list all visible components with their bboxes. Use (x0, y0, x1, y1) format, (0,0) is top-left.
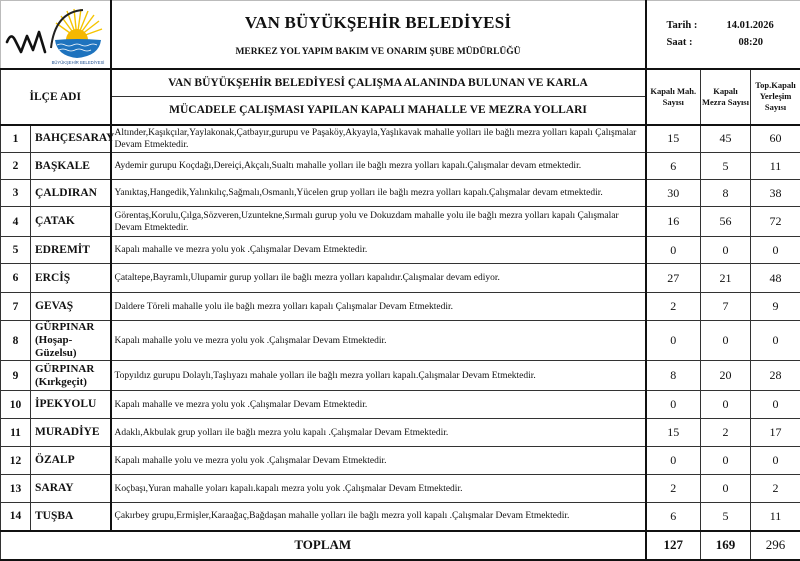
closed-roads-description: Topyıldız gurupu Dolaylı,Taşlıyazı mahale yolları ile bağlı mezra yolları kapalı.Çalışmalar Devam Etmektedir. (111, 361, 646, 391)
total-closed-count: 72 (751, 207, 800, 237)
district-name: ÇALDIRAN (31, 180, 111, 207)
closed-mezra-count: 0 (701, 447, 751, 475)
table-row (1, 207, 800, 237)
total-mezra-count: 169 (701, 531, 751, 560)
row-number: 2 (1, 153, 31, 180)
total-closed-count: 0 (751, 321, 800, 361)
col-header-mahalle: Kapalı Mah. Sayısı (646, 69, 701, 125)
closed-mezra-count: 8 (701, 180, 751, 207)
closed-mahalle-count: 6 (646, 153, 701, 180)
row-number: 5 (1, 237, 31, 264)
table-row (1, 361, 800, 391)
closed-mezra-count: 56 (701, 207, 751, 237)
table-row (1, 153, 800, 180)
row-number: 8 (1, 321, 31, 361)
table-row (1, 475, 800, 503)
district-name: ERCİŞ (31, 264, 111, 293)
closed-mezra-count: 0 (701, 237, 751, 264)
total-row (1, 531, 800, 560)
closed-mahalle-count: 0 (646, 447, 701, 475)
district-name: SARAY (31, 475, 111, 503)
district-name: TUŞBA (31, 503, 111, 531)
table-row (1, 321, 800, 361)
closed-mahalle-count: 15 (646, 125, 701, 153)
closed-mahalle-count: 0 (646, 321, 701, 361)
row-number: 10 (1, 391, 31, 419)
closed-mahalle-count: 2 (646, 293, 701, 321)
van-municipality-logo-icon (1, 2, 109, 66)
closed-roads-description: Daldere Töreli mahalle yolu ile bağlı mezra yolları kapalı Çalışmalar Devam Etmektedir. (111, 293, 646, 321)
closed-roads-description: Çakırbey grupu,Ermişler,Karaağaç,Bağdaşan mahalle yolları ile bağlı mezra yoll kapalı .Çalışmalar Devam Etmektedir. (111, 503, 646, 531)
closed-mezra-count: 5 (701, 503, 751, 531)
total-closed-count: 11 (751, 503, 800, 531)
closed-roads-description: Kapalı mahalle ve mezra yolu yok .Çalışmalar Devam Etmektedir. (111, 237, 646, 264)
total-closed-count: 60 (751, 125, 800, 153)
closed-mezra-count: 45 (701, 125, 751, 153)
logo-ring-text: BÜYÜKŞEHİR BELEDİYESİ (52, 60, 105, 65)
closed-mezra-count: 7 (701, 293, 751, 321)
table-row (1, 391, 800, 419)
table-row (1, 447, 800, 475)
district-name: BAŞKALE (31, 153, 111, 180)
time-label: Saat : (667, 37, 739, 48)
closed-mezra-count: 20 (701, 361, 751, 391)
closed-mezra-count: 0 (701, 475, 751, 503)
closed-mahalle-count: 30 (646, 180, 701, 207)
closed-mahalle-count: 6 (646, 503, 701, 531)
closed-mahalle-count: 15 (646, 419, 701, 447)
total-mahalle-count: 127 (646, 531, 701, 560)
closed-roads-description: Altınder,Kaşıkçılar,Yaylakonak,Çatbayır,gurupu ve Paşaköy,Akyayla,Yaşlıkavak mahalle yolları ile bağlı mezra yolları kapalı Çalışmalar Devam Etmektedir. (111, 125, 646, 153)
total-closed-count: 9 (751, 293, 800, 321)
closed-mezra-count: 0 (701, 391, 751, 419)
col-header-total: Top.Kapalı Yerleşim Sayısı (751, 69, 800, 125)
col-header-mezra: Kapalı Mezra Sayısı (701, 69, 751, 125)
table-row (1, 503, 800, 531)
grand-total-count: 296 (751, 531, 800, 560)
total-closed-count: 2 (751, 475, 800, 503)
closed-mahalle-count: 0 (646, 237, 701, 264)
table-row (1, 264, 800, 293)
district-header: İLÇE ADI (1, 69, 111, 125)
title-block (111, 1, 646, 69)
closed-mahalle-count: 16 (646, 207, 701, 237)
total-closed-count: 11 (751, 153, 800, 180)
date-time-block (646, 1, 800, 69)
table-row (1, 419, 800, 447)
row-number: 14 (1, 503, 31, 531)
title-row (1, 1, 800, 69)
total-closed-count: 0 (751, 237, 800, 264)
description-header-line2: MÜCADELE ÇALIŞMASI YAPILAN KAPALI MAHALLE VE MEZRA YOLLARI (111, 97, 646, 125)
time-value: 08:20 (739, 37, 764, 48)
closed-mezra-count: 2 (701, 419, 751, 447)
closed-roads-description: Koçbaşı,Yuran mahalle yoları kapalı.kapalı mezra yolu yok .Çalışmalar Devam Etmektedir. (111, 475, 646, 503)
logo-cell (1, 1, 111, 69)
row-number: 7 (1, 293, 31, 321)
row-number: 11 (1, 419, 31, 447)
table-row (1, 293, 800, 321)
row-number: 12 (1, 447, 31, 475)
closed-roads-description: Çataltepe,Bayramlı,Ulupamir gurup yolları ile bağlı mezra yolları kapalıdır.Çalışmalar devam ediyor. (111, 264, 646, 293)
closed-roads-description: Aydemir gurupu Koçdağı,Dereiçi,Akçalı,Sualtı mahalle yolları ile bağlı mezra yolları kapalı.Çalışmalar devam etmektedir. (111, 153, 646, 180)
total-closed-count: 17 (751, 419, 800, 447)
total-closed-count: 0 (751, 447, 800, 475)
closed-roads-description: Kapalı mahalle ve mezra yolu yok .Çalışmalar Devam Etmektedir. (111, 391, 646, 419)
total-closed-count: 38 (751, 180, 800, 207)
district-name: EDREMİT (31, 237, 111, 264)
department-name: MERKEZ YOL YAPIM BAKIM VE ONARIM ŞUBE MÜDÜRLÜĞÜ (112, 47, 645, 57)
date-value: 14.01.2026 (727, 20, 774, 31)
district-name: GÜRPINAR (Kırkgeçit) (31, 361, 111, 391)
closed-roads-description: Kapalı mahalle yolu ve mezra yolu yok .Çalışmalar Devam Etmektedir. (111, 321, 646, 361)
closed-mezra-count: 5 (701, 153, 751, 180)
table-row (1, 180, 800, 207)
district-name: ÇATAK (31, 207, 111, 237)
closed-roads-description: Adaklı,Akbulak grup yolları ile bağlı mezra yolu kapalı .Çalışmalar Devam Etmektedir. (111, 419, 646, 447)
row-number: 4 (1, 207, 31, 237)
district-name: GEVAŞ (31, 293, 111, 321)
closed-mahalle-count: 27 (646, 264, 701, 293)
district-name: ÖZALP (31, 447, 111, 475)
table-row (1, 125, 800, 153)
district-name: MURADİYE (31, 419, 111, 447)
closed-mezra-count: 21 (701, 264, 751, 293)
row-number: 9 (1, 361, 31, 391)
org-title: VAN BÜYÜKŞEHİR BELEDİYESİ (112, 13, 645, 33)
table-row (1, 237, 800, 264)
total-label: TOPLAM (1, 531, 646, 560)
row-number: 1 (1, 125, 31, 153)
row-number: 3 (1, 180, 31, 207)
closed-mahalle-count: 2 (646, 475, 701, 503)
total-closed-count: 28 (751, 361, 800, 391)
closed-mezra-count: 0 (701, 321, 751, 361)
closed-mahalle-count: 8 (646, 361, 701, 391)
closed-roads-description: Kapalı mahalle yolu ve mezra yolu yok .Çalışmalar Devam Etmektedir. (111, 447, 646, 475)
district-name: BAHÇESARAY (31, 125, 111, 153)
total-closed-count: 0 (751, 391, 800, 419)
district-name: İPEKYOLU (31, 391, 111, 419)
row-number: 6 (1, 264, 31, 293)
closed-roads-description: Yanıktaş,Hangedik,Yalınkılıç,Sağmalı,Osmanlı,Yücelen grup yolları ile bağlı mezra yolları kapalı.Çalışmalar devam etmektedir. (111, 180, 646, 207)
header-row-1 (1, 69, 800, 97)
total-closed-count: 48 (751, 264, 800, 293)
district-name: GÜRPINAR (Hoşap-Güzelsu) (31, 321, 111, 361)
description-header-line1: VAN BÜYÜKŞEHİR BELEDİYESİ ÇALIŞMA ALANINDA BULUNAN VE KARLA (111, 69, 646, 97)
row-number: 13 (1, 475, 31, 503)
closed-mahalle-count: 0 (646, 391, 701, 419)
closed-roads-description: Görentaş,Korulu,Çılga,Sözveren,Uzuntekne,Sırmalı gurup yolu ve Dokuzdam mahalle yolu ile bağlı mezra yolları kapalı Çalışmalar Devam Etmektedir. (111, 207, 646, 237)
date-label: Tarih : (667, 20, 727, 31)
